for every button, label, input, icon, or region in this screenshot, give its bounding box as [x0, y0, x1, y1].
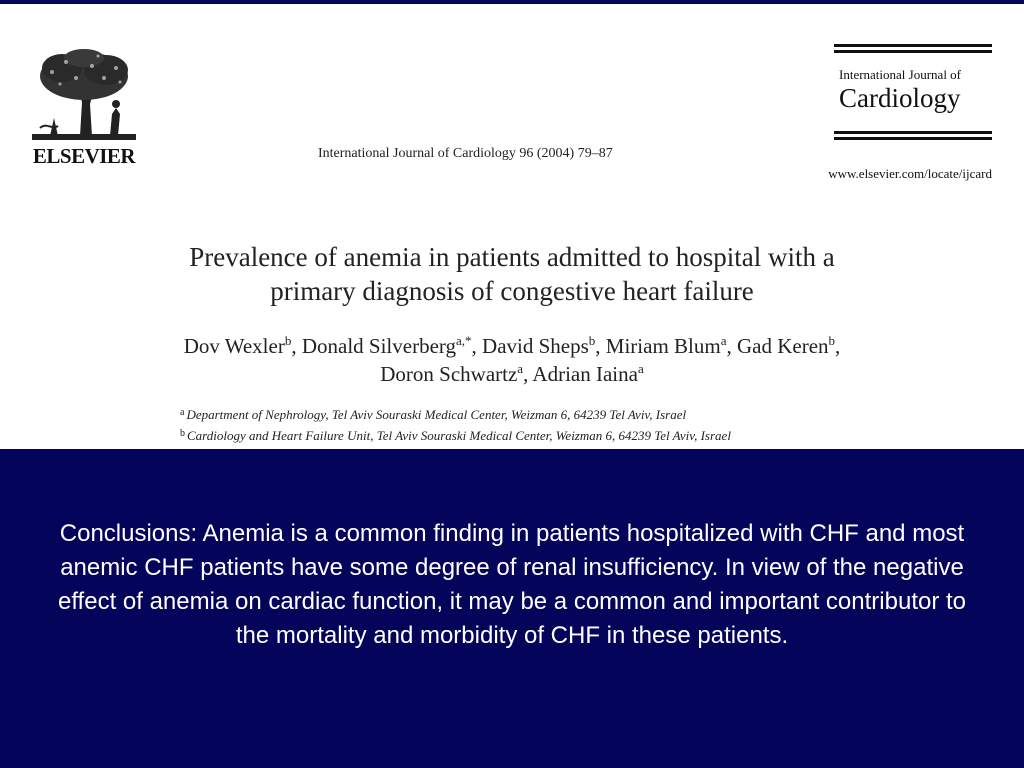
- conclusion-text: Conclusions: Anemia is a common finding in patients hospitalized with CHF and most anemic CHF patients have some degree of renal insufficiency. In view of the negative effect of anemia on cardiac function, it may be a common and important contributor to the mortality and morbidity of CHF in these patients.: [57, 520, 967, 649]
- author-name: David Sheps: [482, 334, 589, 358]
- affiliation-item: [180, 425, 731, 446]
- affiliation-list: [180, 404, 731, 446]
- paper-title-line: primary diagnosis of congestive heart failure: [270, 276, 754, 306]
- author-list: [60, 332, 964, 388]
- author-name: Dov Wexler: [183, 334, 285, 358]
- masthead-rule: [834, 131, 992, 134]
- author-name: Donald Silverberg: [301, 334, 457, 358]
- journal-citation: International Journal of Cardiology 96 (2004) 79–87: [318, 146, 613, 161]
- author-affiliation-mark: a: [720, 333, 727, 348]
- masthead-rule: [834, 137, 992, 140]
- author-affiliation-mark: a: [637, 361, 644, 376]
- paper-title-line: Prevalence of anemia in patients admitted to hospital with a: [189, 242, 835, 272]
- masthead-rule: [834, 44, 992, 47]
- author-separator: ,: [471, 334, 483, 358]
- paper-header: [0, 4, 1024, 449]
- author-separator: ,: [835, 334, 841, 358]
- author-separator: ,: [291, 334, 302, 358]
- affiliation-mark: b: [180, 428, 185, 439]
- author-line: [60, 360, 964, 388]
- author-affiliation-mark: a: [517, 361, 524, 376]
- elsevier-tree-icon: [32, 48, 136, 142]
- journal-title: Cardiology: [839, 83, 961, 113]
- author-name: Gad Keren: [737, 334, 829, 358]
- elsevier-logo: [32, 48, 136, 168]
- masthead-rule: [834, 50, 992, 53]
- author-affiliation-mark: b: [828, 333, 836, 348]
- author-name: Miriam Blum: [605, 334, 721, 358]
- author-separator: ,: [726, 334, 737, 358]
- author-affiliation-mark: b: [588, 333, 596, 348]
- elsevier-wordmark: ELSEVIER: [32, 144, 136, 168]
- author-name: Doron Schwartz: [380, 362, 518, 386]
- affiliation-text: Department of Nephrology, Tel Aviv Souraski Medical Center, Weizman 6, 64239 Tel Aviv, Israel: [186, 407, 687, 422]
- author-name: Adrian Iaina: [532, 362, 638, 386]
- affiliation-mark: a: [180, 407, 185, 418]
- author-affiliation-mark: a,*: [456, 333, 472, 348]
- author-separator: ,: [595, 334, 606, 358]
- journal-masthead: [834, 44, 992, 143]
- affiliation-item: [180, 404, 731, 425]
- author-affiliation-mark: b: [284, 333, 292, 348]
- author-separator: ,: [523, 362, 533, 386]
- affiliation-text: Cardiology and Heart Failure Unit, Tel Aviv Souraski Medical Center, Weizman 6, 64239 Tel Aviv, Israel: [187, 428, 731, 443]
- journal-url[interactable]: www.elsevier.com/locate/ijcard: [828, 166, 992, 181]
- conclusion-panel: [0, 449, 1024, 768]
- paper-title: [60, 240, 964, 308]
- journal-subtitle: International Journal of: [839, 67, 962, 82]
- author-line: [60, 332, 964, 360]
